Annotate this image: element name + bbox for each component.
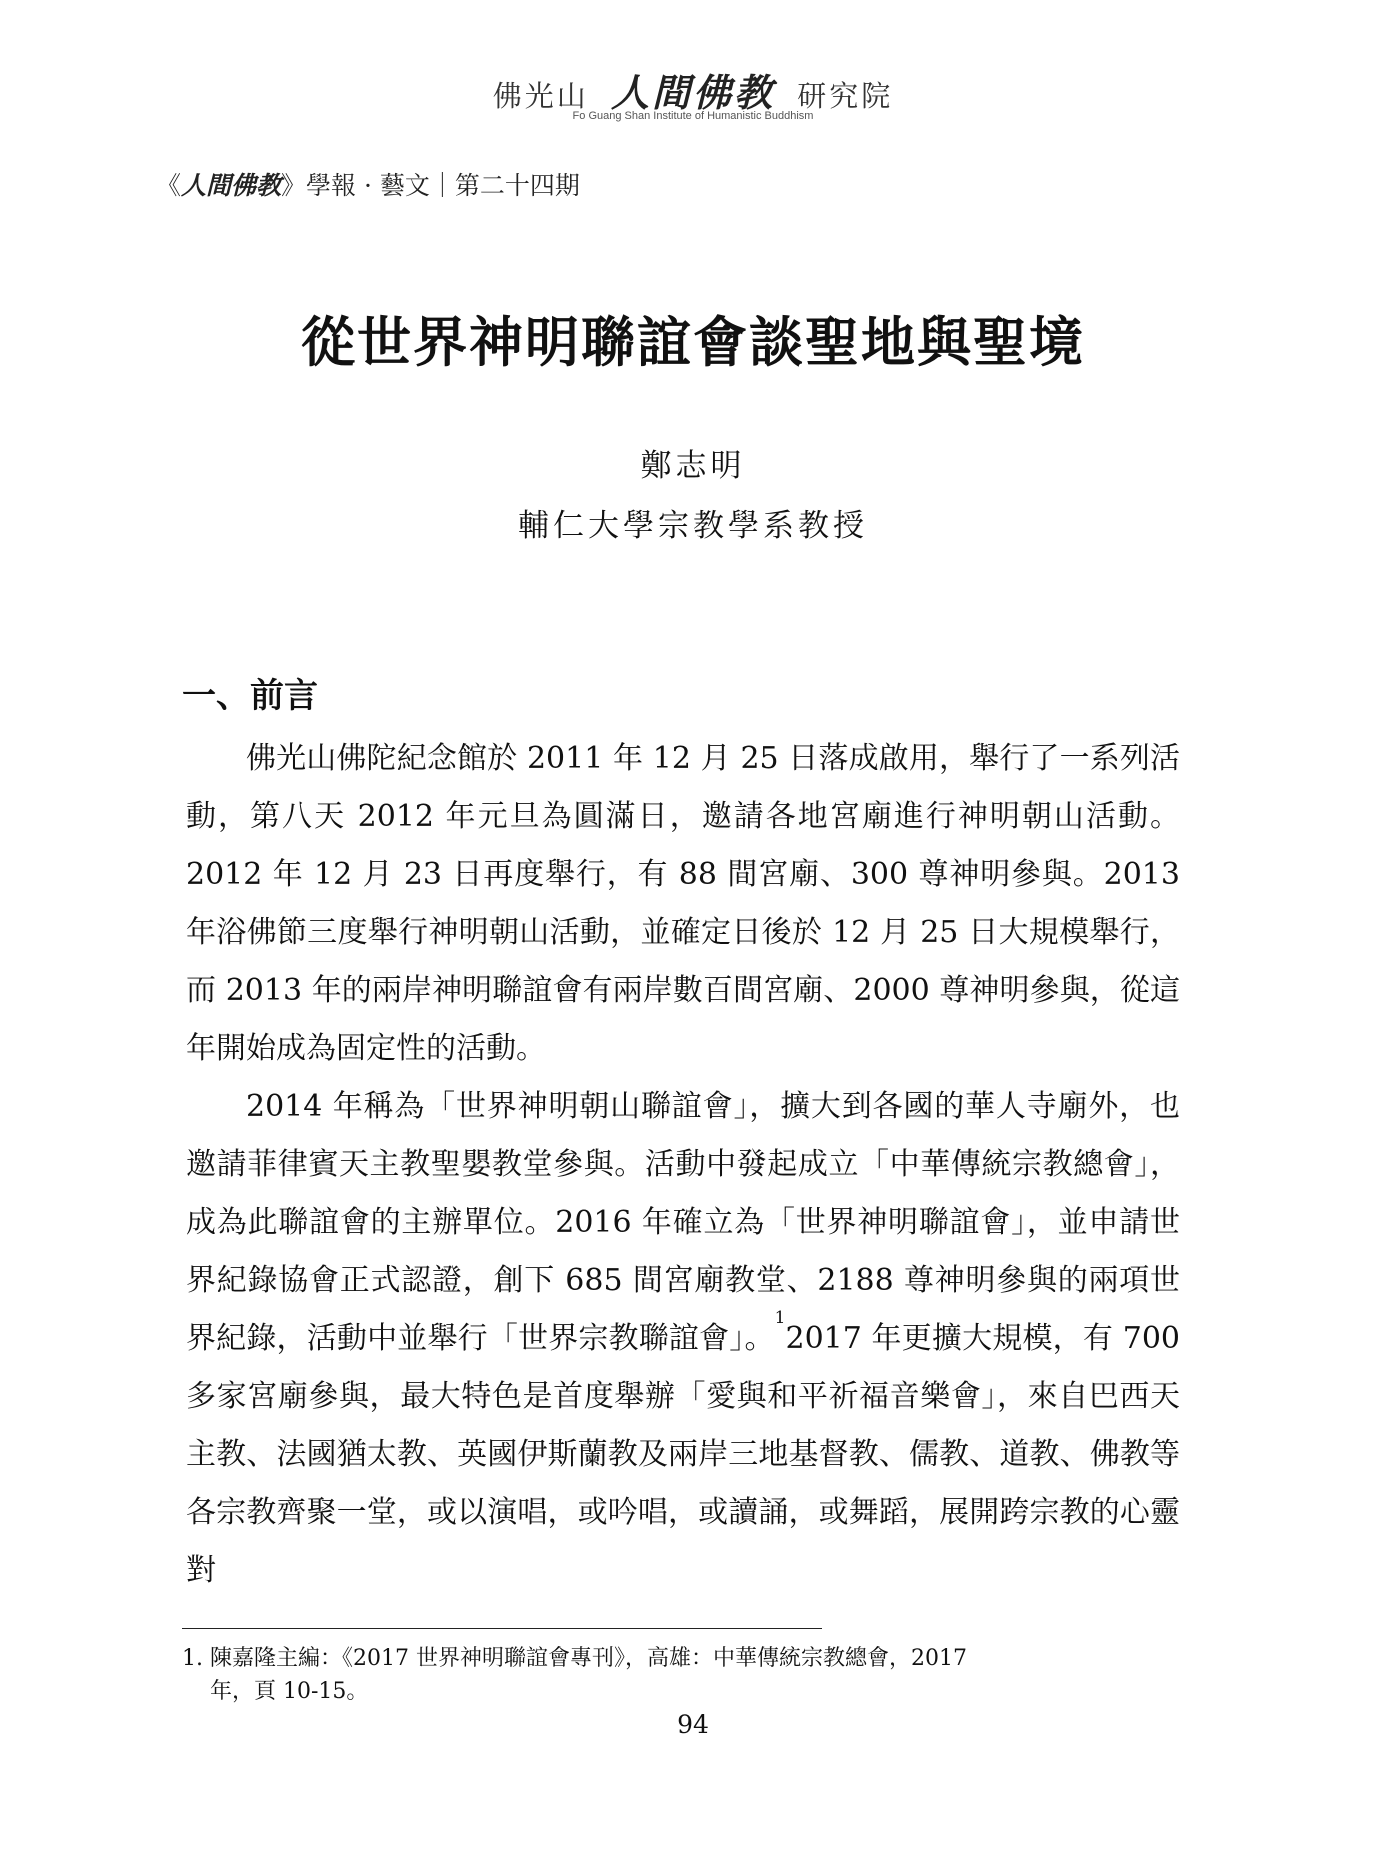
- article-author: 鄭志明: [640, 448, 746, 484]
- institute-name-left: 佛光山: [492, 79, 589, 113]
- paragraph-text: 2017 年更擴大規模，有 700 多家宮廟參與，最大特色是首度舉辦「愛與和平祈福音樂會」，來自巴西天主教、法國猶太教、英國伊斯蘭教及兩岸三地基督教、儒教、道教、佛教等各宗教齊聚一堂，或以演唱，或吟唱，或讀誦，或舞蹈，展開跨宗教的心靈對: [186, 1321, 1180, 1588]
- journal-issue-info: 》學報 · 藝文｜第二十四期: [281, 171, 580, 200]
- institute-name-right: 研究院: [797, 79, 894, 113]
- section-heading: 一、前言: [182, 676, 318, 716]
- paragraph-text: 2014 年稱為「世界神明朝山聯誼會」，擴大到各國的華人寺廟外，也邀請菲律賓天主教聖嬰教堂參與。活動中發起成立「中華傳統宗教總會」，成為此聯誼會的主辦單位。2016 年確立為「世界神明聯誼會」，並申請世界紀錄協會正式認證，創下 685 間宮廟教堂、2188 尊神明參與的兩項世界紀錄，活動中並舉行「世界宗教聯誼會」。: [186, 1089, 1180, 1356]
- footnote-text: 陳嘉隆主編：《2017 世界神明聯誼會專刊》，高雄：中華傳統宗教總會，2017: [210, 1646, 967, 1671]
- institute-logo: [0, 62, 1386, 117]
- journal-running-header: [156, 166, 580, 202]
- article-body: [186, 730, 1180, 1600]
- page-number: 94: [677, 1710, 709, 1739]
- footnote-divider: [182, 1628, 822, 1629]
- institute-brush-mark: 人間佛教: [610, 70, 775, 115]
- footnote: [182, 1642, 1180, 1708]
- author-affiliation: 輔仁大學宗教學系教授: [518, 508, 868, 544]
- footnote-number: 1.: [182, 1646, 203, 1671]
- body-paragraph: 佛光山佛陀紀念館於 2011 年 12 月 25 日落成啟用，舉行了一系列活動，第八天 2012 年元旦為圓滿日，邀請各地宮廟進行神明朝山活動。2012 年 12 月 23 日再度舉行，有 88 間宮廟、300 尊神明參與。2013 年浴佛節三度舉行神明朝山活動，並確定日後於 12 月 25 日大規模舉行，而 2013 年的兩岸神明聯誼會有兩岸數百間宮廟、2000 尊神明參與，從這年開始成為固定性的活動。: [186, 741, 1180, 1066]
- journal-brush-title: 人間佛教: [181, 171, 282, 200]
- institute-english-name: Fo Guang Shan Institute of Humanistic Buddhism: [572, 110, 814, 122]
- article-title: 從世界神明聯誼會談聖地與聖境: [301, 310, 1085, 374]
- footnote-line: 年，頁 10-15。: [210, 1679, 369, 1704]
- journal-bracket-open: 《: [156, 171, 182, 200]
- footnote-reference[interactable]: 1: [774, 1308, 786, 1328]
- footnote-line: [182, 1642, 1180, 1675]
- body-paragraph: [186, 1078, 1180, 1600]
